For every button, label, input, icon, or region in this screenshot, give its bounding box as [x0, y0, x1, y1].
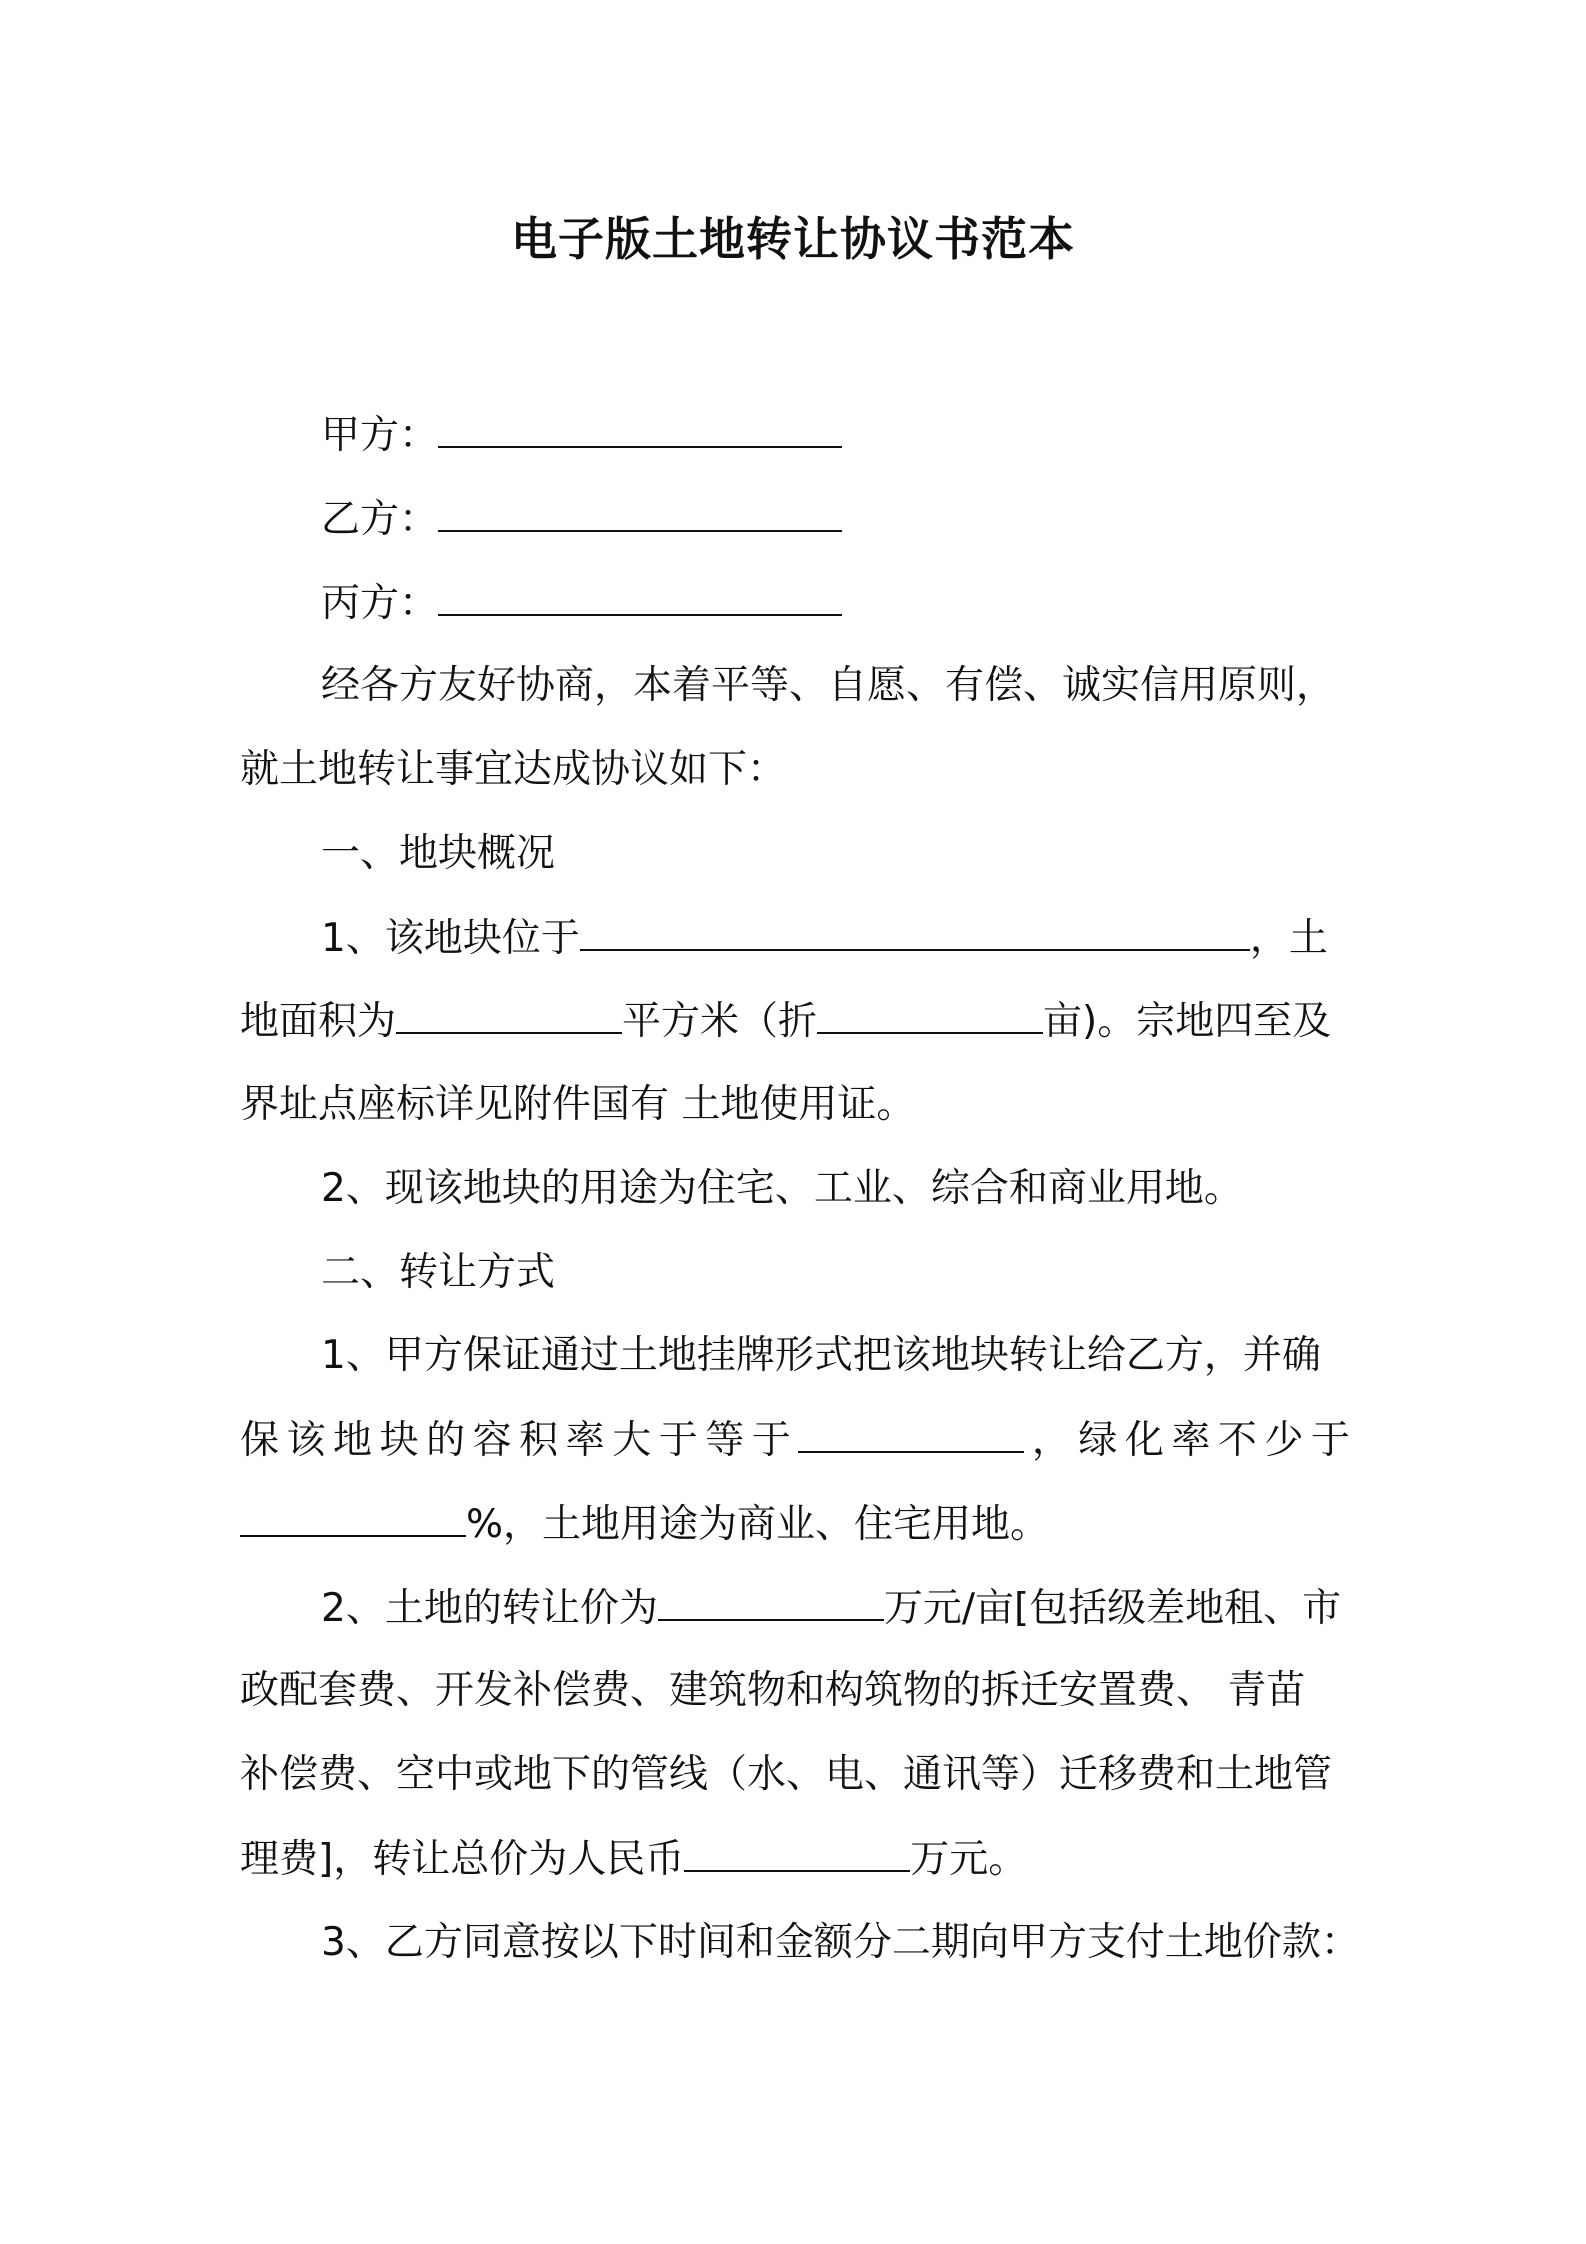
s1-item1-text-e: 亩)。宗地四至及 — [1043, 999, 1332, 1044]
s2-item1-line-3 — [240, 1501, 1049, 1549]
party-c-blank — [438, 580, 842, 616]
s2-item1-text-d: %，土地用途为商业、住宅用地。 — [466, 1502, 1050, 1547]
s2-item1-line-1: 1、甲方保证通过土地挂牌形式把该地块转让给乙方，并确 — [321, 1333, 1321, 1378]
party-b-label: 乙方： — [321, 497, 439, 542]
s2-item2-text-a: 2、土地的转让价为 — [321, 1586, 658, 1631]
s2-item2-line-1 — [321, 1585, 1341, 1633]
party-a-line — [321, 412, 842, 460]
party-b-blank — [438, 496, 842, 532]
s1-item1-text-c: 地面积为 — [240, 999, 397, 1044]
s1-item1-text-b: ，土 — [1249, 916, 1328, 961]
party-b-line — [321, 496, 842, 544]
plot-ratio-blank — [798, 1417, 1024, 1453]
area-sqm-blank — [396, 998, 622, 1034]
party-a-label: 甲方： — [321, 413, 439, 458]
price-per-mu-blank — [658, 1585, 884, 1621]
intro-line-1: 经各方友好协商，本着平等、自愿、有偿、诚实信用原则， — [321, 663, 1336, 708]
s1-item1-line-2 — [240, 998, 1331, 1046]
area-mu-blank — [817, 998, 1043, 1034]
s2-item2-line-2: 政配套费、开发补偿费、建筑物和构筑物的拆迁安置费、 青苗 — [240, 1668, 1306, 1713]
s1-item1-text-d: 平方米（折 — [622, 999, 818, 1044]
s2-item1-text-b: 保该地块的容积率大于等于 — [240, 1418, 799, 1463]
section-1-heading: 一、地块概况 — [321, 831, 556, 876]
s2-item1-line-2 — [240, 1417, 1350, 1465]
location-blank — [580, 915, 1250, 951]
document-title: 电子版土地转让协议书范本 — [511, 212, 1075, 266]
s2-item2-text-f: 万元。 — [910, 1837, 1028, 1882]
s2-item2-text-b: 万元/亩[包括级差地租、市 — [883, 1586, 1342, 1631]
intro-line-2: 就土地转让事宜达成协议如下： — [240, 747, 787, 792]
s2-item3-line: 3、乙方同意按以下时间和金额分二期向甲方支付土地价款： — [321, 1920, 1360, 1965]
party-c-label: 丙方： — [321, 581, 439, 626]
s1-item2-line: 2、现该地块的用途为住宅、工业、综合和商业用地。 — [321, 1166, 1243, 1211]
party-a-blank — [438, 412, 842, 448]
party-c-line — [321, 580, 842, 628]
section-2-heading: 二、转让方式 — [321, 1250, 556, 1295]
s2-item2-text-e: 理费]，转让总价为人民币 — [240, 1837, 685, 1882]
s2-item2-line-3: 补偿费、空中或地下的管线（水、电、通讯等）迁移费和土地管 — [240, 1752, 1333, 1797]
s2-item2-line-4 — [240, 1836, 1027, 1884]
total-price-blank — [684, 1836, 910, 1872]
green-rate-blank — [240, 1501, 466, 1537]
s2-item1-text-c: ，绿化率不少于 — [1024, 1418, 1350, 1463]
s1-item1-text-a: 1、该地块位于 — [321, 916, 580, 961]
s1-item1-line-1 — [321, 915, 1328, 963]
s1-item1-line-3: 界址点座标详见附件国有 土地使用证。 — [240, 1082, 916, 1127]
